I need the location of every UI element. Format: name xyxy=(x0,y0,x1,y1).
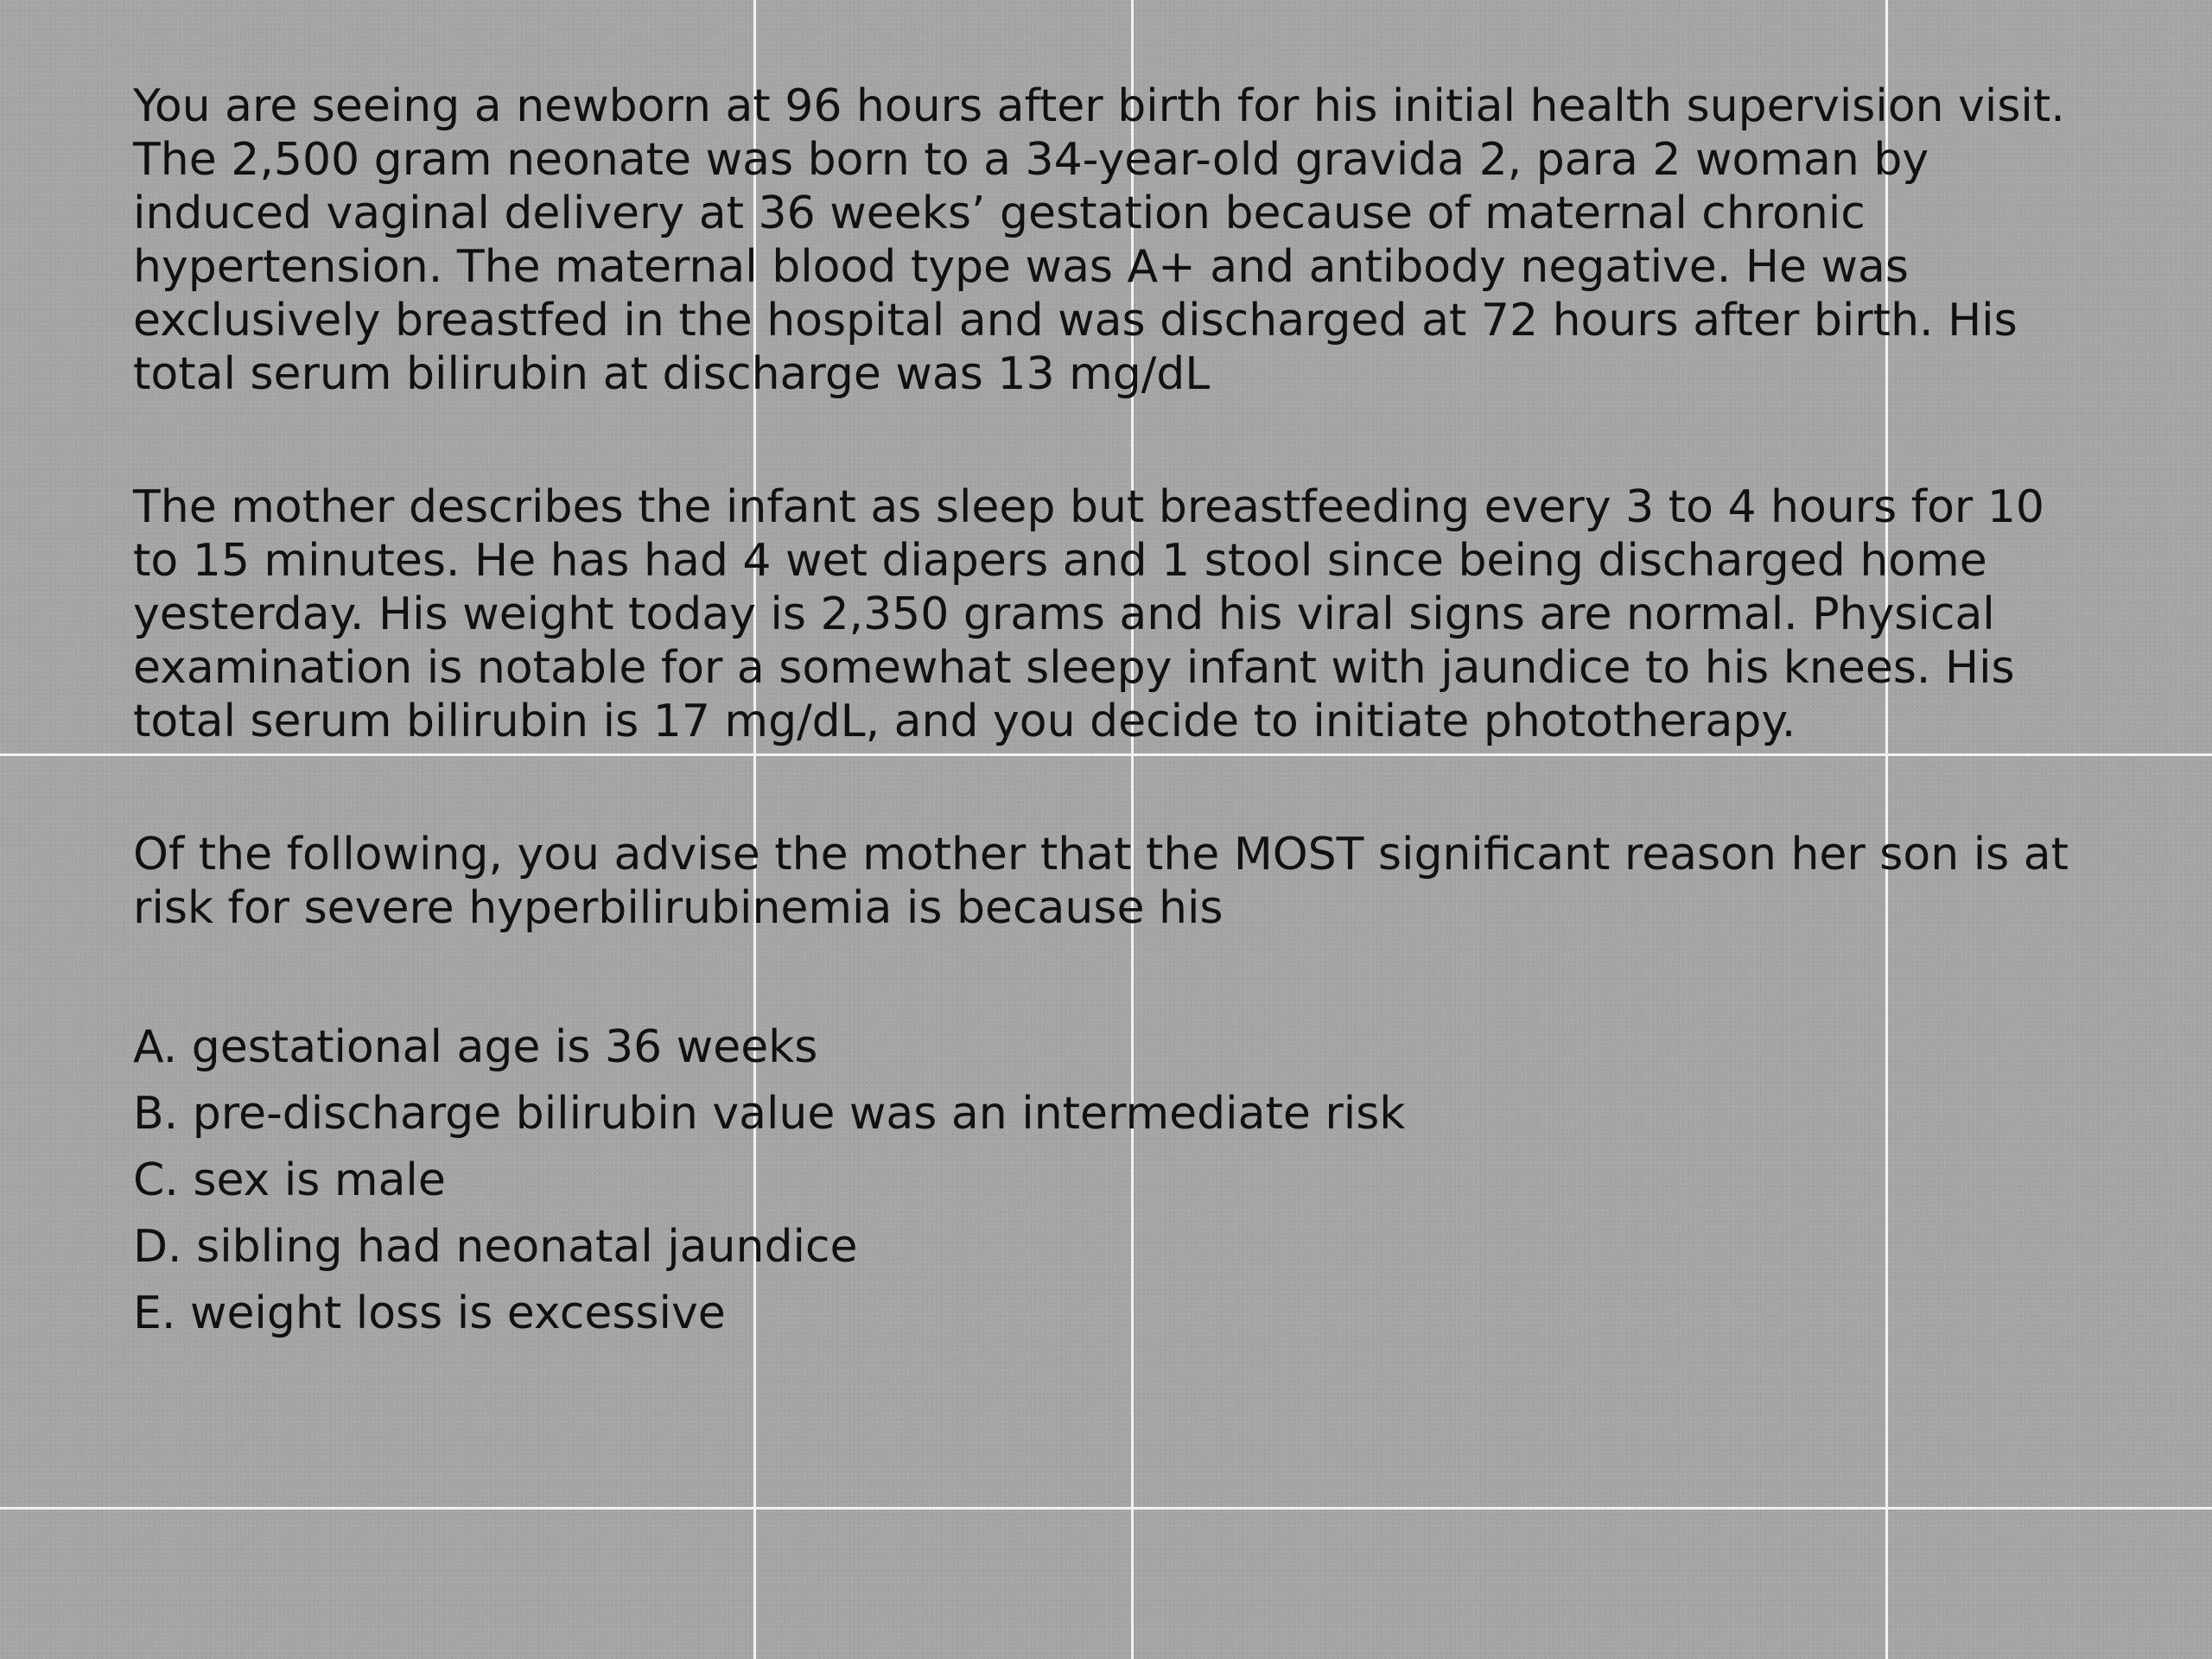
question-stem: Of the following, you advise the mother that the MOST significant reason her son is at risk for severe hyperbilirubinemia is because his xyxy=(133,829,2069,934)
case-paragraph-2: The mother describes the infant as sleep but breastfeeding every 3 to 4 hours for 10 to 15 minutes. He has had 4 wet diapers and 1 stool since being discharged home yesterday. His weight today is 2,350 grams and his viral signs are normal. Physical examination is notable for a somewhat sleepy infant with jaundice to his knees. His total serum bilirubin is 17 mg/dL, and you decide to initiate phototherapy. xyxy=(133,481,2044,747)
answer-options-list xyxy=(133,1014,2086,1347)
answer-option-c: C. sex is male xyxy=(133,1154,446,1206)
answer-option-d: D. sibling had neonatal jaundice xyxy=(133,1221,858,1273)
case-paragraph-1: You are seeing a newborn at 96 hours after birth for his initial health supervision visit. The 2,500 gram neonate was born to a 34-year-old gravida 2, para 2 woman by induced vaginal delivery at 36 weeks’ gestation because of maternal chronic hypertension. The maternal blood type was A+ and antibody negative. He was exclusively breastfed in the hospital and was discharged at 72 hours after birth. His total serum bilirubin at discharge was 13 mg/dL xyxy=(133,80,2065,400)
grid-line xyxy=(0,1507,2212,1510)
question-text-block xyxy=(133,79,2086,1347)
answer-option-b: B. pre-discharge bilirubin value was an intermediate risk xyxy=(133,1088,1406,1140)
answer-option-e: E. weight loss is excessive xyxy=(133,1287,726,1339)
answer-option-a: A. gestational age is 36 weeks xyxy=(133,1021,818,1073)
